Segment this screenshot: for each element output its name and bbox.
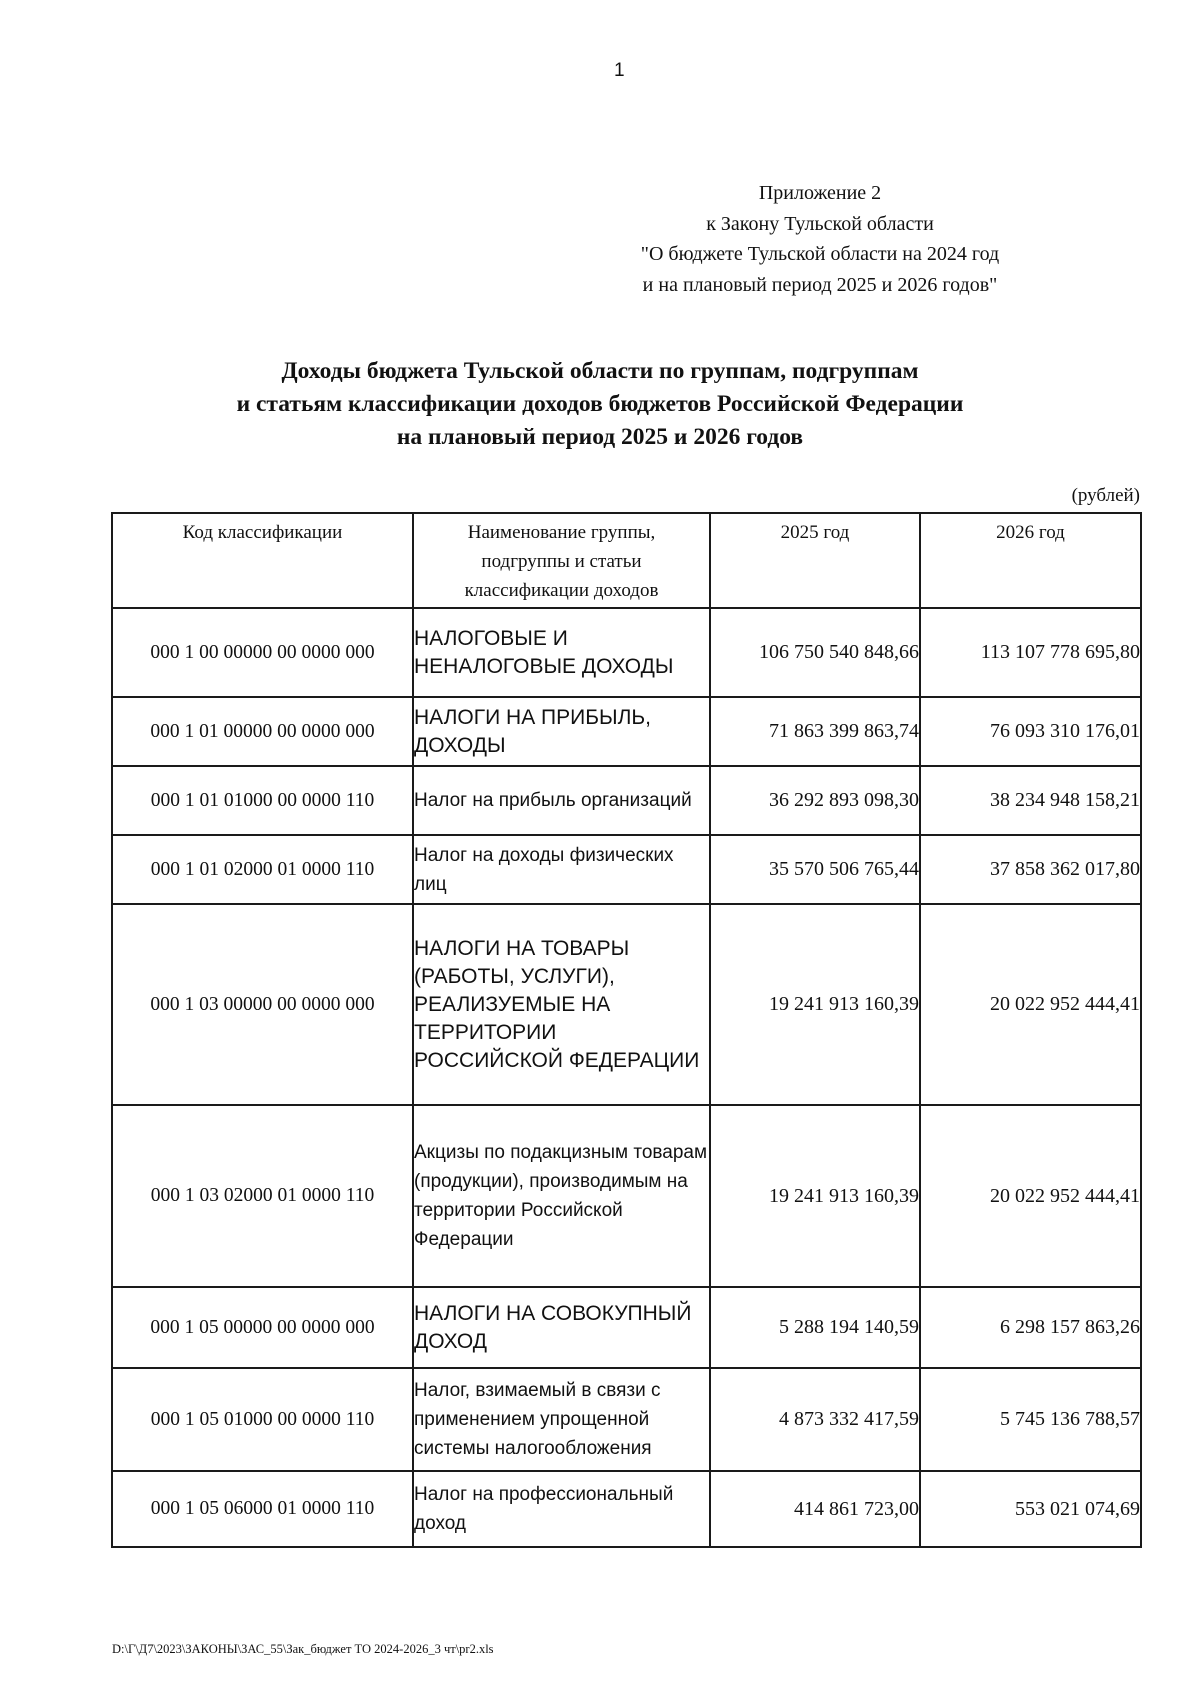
row-code: 000 1 03 00000 00 0000 000 xyxy=(112,904,413,1105)
appendix-line: Приложение 2 xyxy=(758,182,882,204)
row-name: Акцизы по подакцизным товарам (продукции), производимым на территории Российской Федерации xyxy=(413,1105,710,1287)
table-header-row xyxy=(112,513,1141,608)
header-name-line: классификации доходов xyxy=(464,580,659,601)
appendix-line: к Закону Тульской области xyxy=(706,212,934,235)
row-value-2026: 20 022 952 444,41 xyxy=(920,1105,1141,1287)
header-name-line: Наименование группы, xyxy=(467,522,656,543)
row-value-2025: 414 861 723,00 xyxy=(710,1471,920,1547)
footer-file-path: D:\Г\Д7\2023\ЗАКОНЫ\ЗАС_55\Зак_бюджет ТО 2024-2026_3 чт\pr2.xls xyxy=(112,1642,494,1656)
table-row xyxy=(112,766,1141,835)
title-line: и статьям классификации доходов бюджетов Российской Федерации xyxy=(236,391,964,417)
row-value-2026: 113 107 778 695,80 xyxy=(920,608,1141,697)
row-name: Налог на прибыль организаций xyxy=(413,766,710,835)
header-name-line: подгруппы и статьи xyxy=(481,551,642,572)
row-value-2026: 37 858 362 017,80 xyxy=(920,835,1141,904)
row-value-2025: 36 292 893 098,30 xyxy=(710,766,920,835)
title-line: Доходы бюджета Тульской области по группам, подгруппам xyxy=(281,358,919,384)
table-row xyxy=(112,697,1141,766)
header-year-2026: 2026 год xyxy=(920,513,1141,608)
row-value-2026: 6 298 157 863,26 xyxy=(920,1287,1141,1368)
row-value-2026: 38 234 948 158,21 xyxy=(920,766,1141,835)
row-value-2026: 5 745 136 788,57 xyxy=(920,1368,1141,1471)
appendix-header xyxy=(600,178,1040,300)
table-row xyxy=(112,1287,1141,1368)
row-code: 000 1 05 00000 00 0000 000 xyxy=(112,1287,413,1368)
page-number: 1 xyxy=(614,60,625,81)
row-name: Налог, взимаемый в связи с применением упрощенной системы налогообложения xyxy=(413,1368,710,1471)
appendix-line: "О бюджете Тульской области на 2024 год xyxy=(640,243,1000,265)
row-value-2025: 106 750 540 848,66 xyxy=(710,608,920,697)
header-name xyxy=(413,513,710,608)
row-value-2026: 76 093 310 176,01 xyxy=(920,697,1141,766)
row-value-2025: 71 863 399 863,74 xyxy=(710,697,920,766)
row-code: 000 1 01 00000 00 0000 000 xyxy=(112,697,413,766)
table-row xyxy=(112,1368,1141,1471)
row-name: Налог на профессиональный доход xyxy=(413,1471,710,1547)
row-code: 000 1 00 00000 00 0000 000 xyxy=(112,608,413,697)
row-value-2025: 35 570 506 765,44 xyxy=(710,835,920,904)
row-name: НАЛОГИ НА ПРИБЫЛЬ, ДОХОДЫ xyxy=(413,697,710,766)
row-value-2026: 553 021 074,69 xyxy=(920,1471,1141,1547)
row-code: 000 1 01 01000 00 0000 110 xyxy=(112,766,413,835)
header-year-2025: 2025 год xyxy=(710,513,920,608)
row-code: 000 1 01 02000 01 0000 110 xyxy=(112,835,413,904)
table-row xyxy=(112,904,1141,1105)
row-code: 000 1 05 06000 01 0000 110 xyxy=(112,1471,413,1547)
revenue-table xyxy=(111,512,1142,1548)
table-row xyxy=(112,1471,1141,1547)
table-row xyxy=(112,1105,1141,1287)
row-name: НАЛОГОВЫЕ И НЕНАЛОГОВЫЕ ДОХОДЫ xyxy=(413,608,710,697)
row-name: НАЛОГИ НА ТОВАРЫ (РАБОТЫ, УСЛУГИ), РЕАЛИЗУЕМЫЕ НА ТЕРРИТОРИИ РОССИЙСКОЙ ФЕДЕРАЦИИ xyxy=(413,904,710,1105)
table-row xyxy=(112,835,1141,904)
row-value-2025: 5 288 194 140,59 xyxy=(710,1287,920,1368)
units-label: (рублей) xyxy=(1071,485,1140,506)
row-value-2025: 19 241 913 160,39 xyxy=(710,904,920,1105)
row-name: Налог на доходы физических лиц xyxy=(413,835,710,904)
header-code: Код классификации xyxy=(112,513,413,608)
row-name: НАЛОГИ НА СОВОКУПНЫЙ ДОХОД xyxy=(413,1287,710,1368)
row-value-2026: 20 022 952 444,41 xyxy=(920,904,1141,1105)
row-value-2025: 4 873 332 417,59 xyxy=(710,1368,920,1471)
table-row xyxy=(112,608,1141,697)
appendix-line: и на плановый период 2025 и 2026 годов" xyxy=(642,273,998,296)
title-line: на плановый период 2025 и 2026 годов xyxy=(396,424,804,450)
row-code: 000 1 03 02000 01 0000 110 xyxy=(112,1105,413,1287)
row-value-2025: 19 241 913 160,39 xyxy=(710,1105,920,1287)
row-code: 000 1 05 01000 00 0000 110 xyxy=(112,1368,413,1471)
document-title xyxy=(150,355,1050,454)
